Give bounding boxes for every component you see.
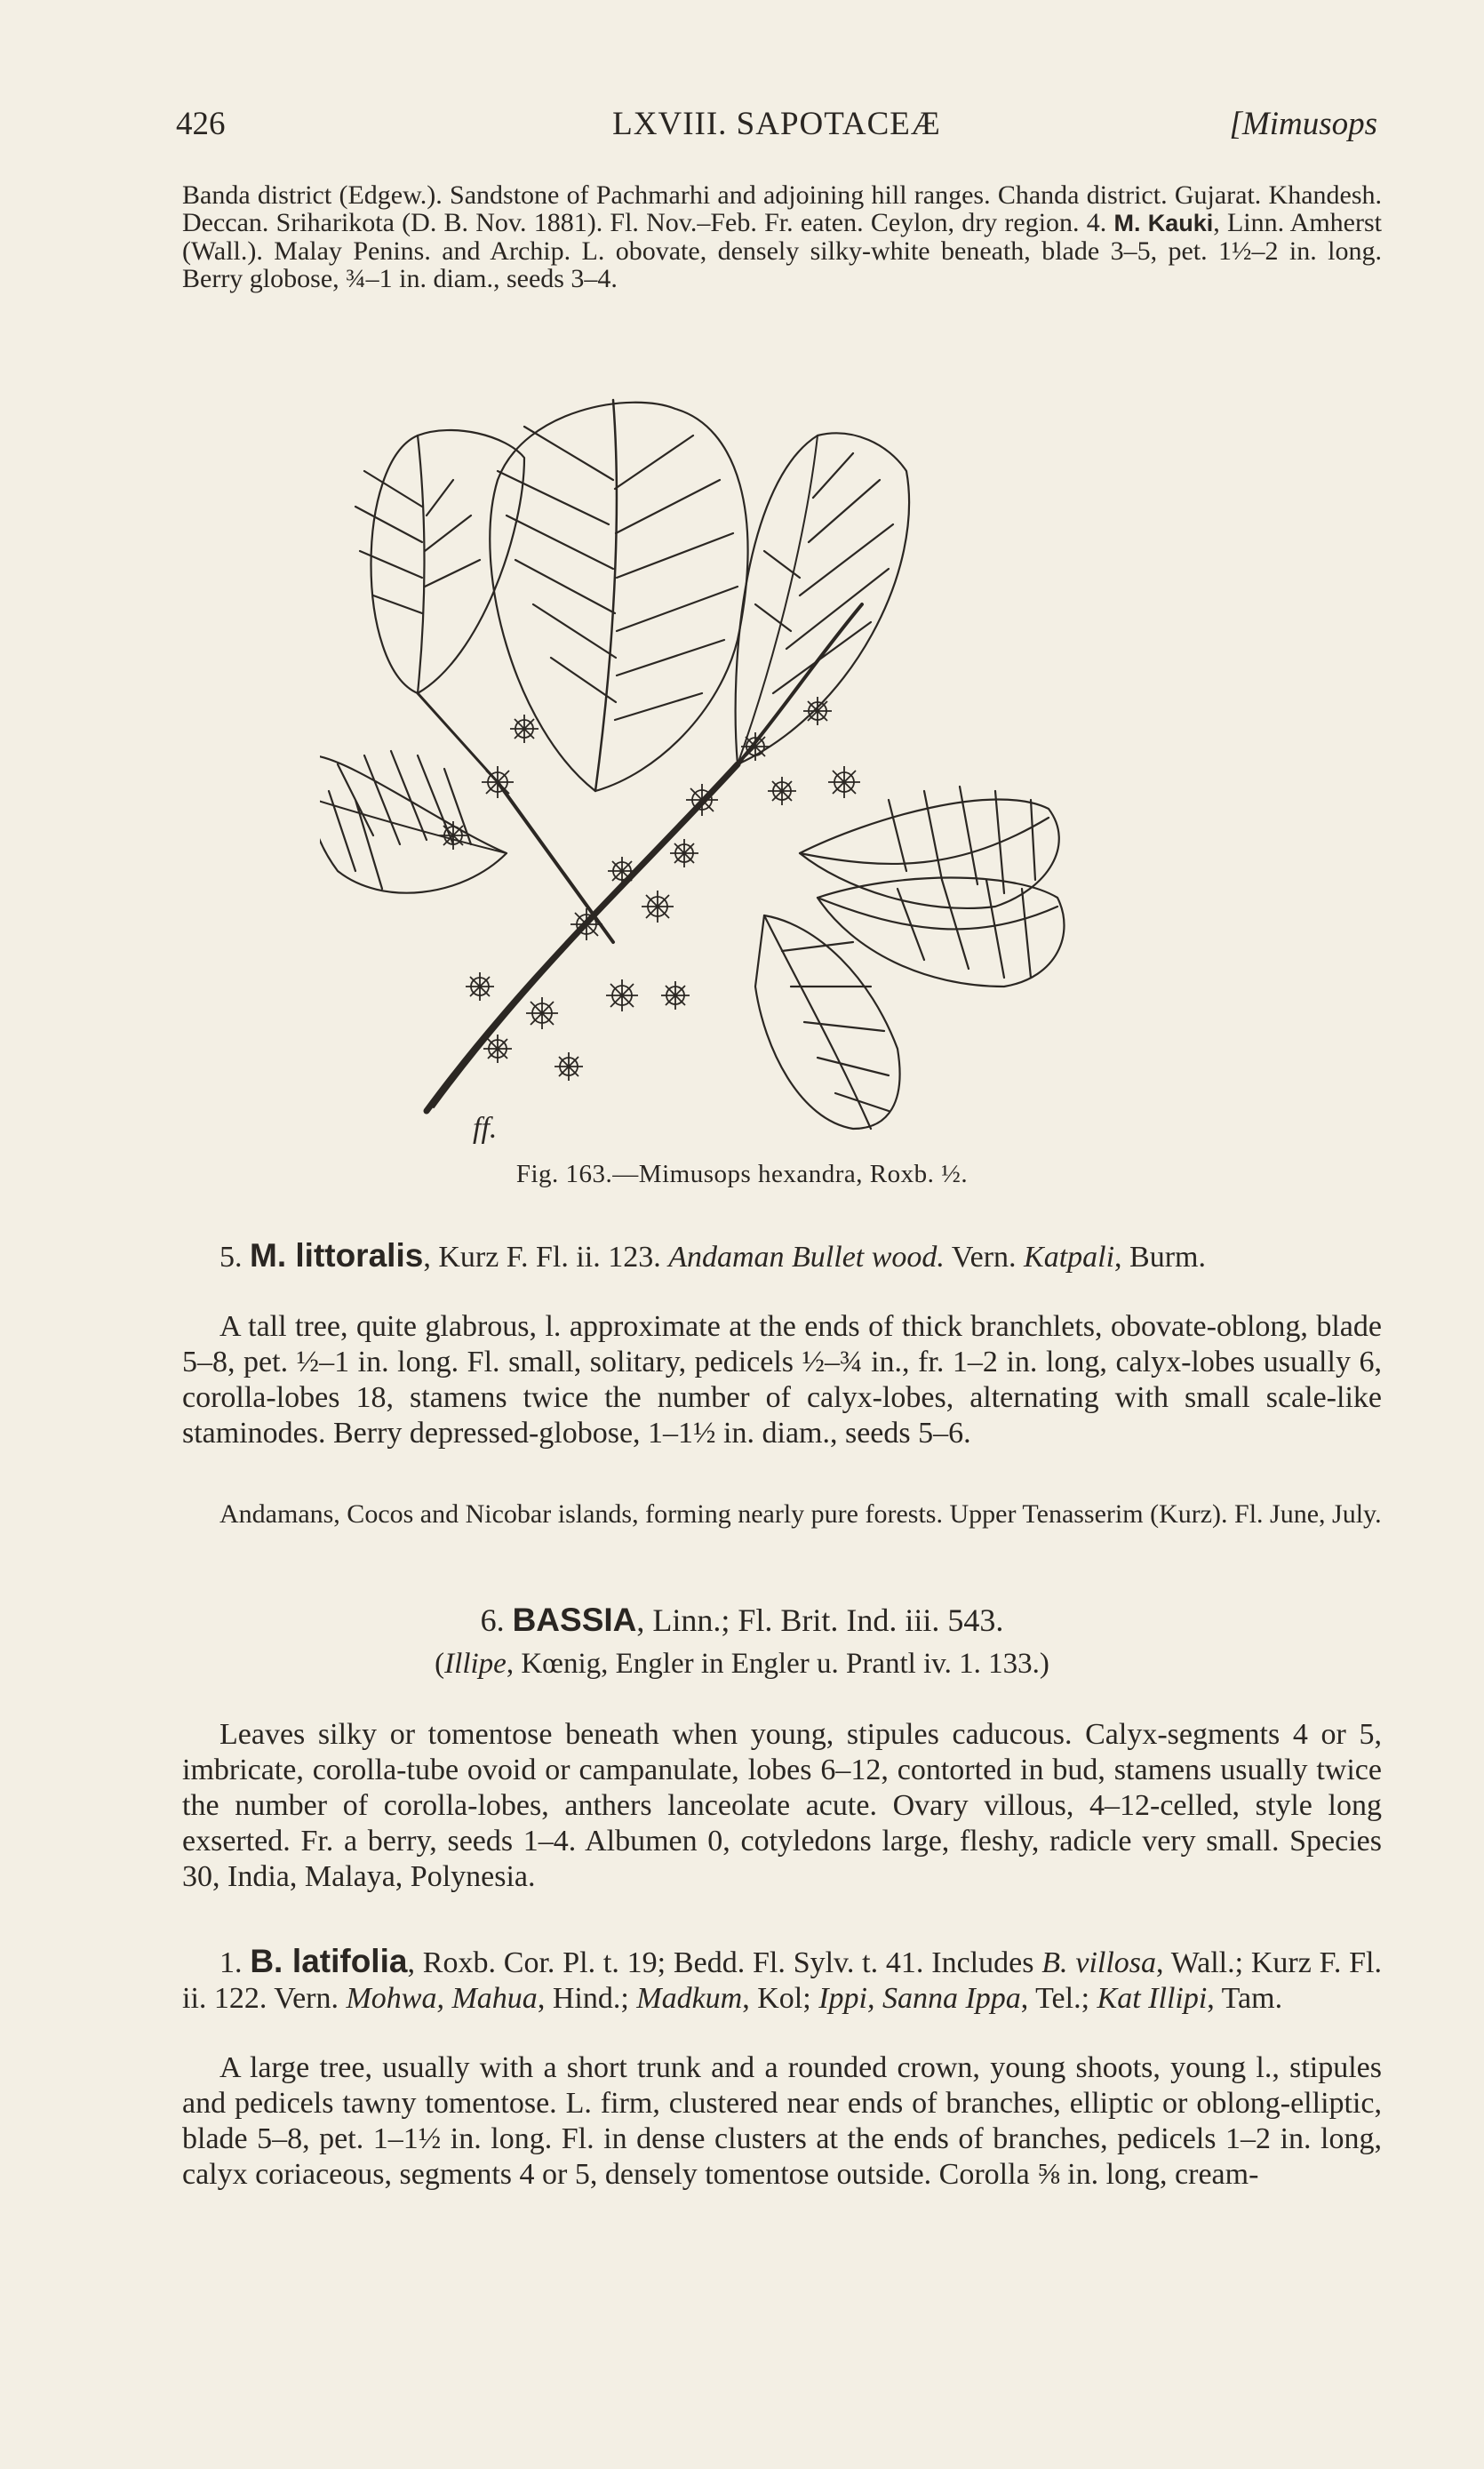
species-b1-vern-4: Kat Illipi [1097, 1982, 1208, 2015]
species-5-block [182, 1238, 1382, 1275]
top-paragraph-text: Banda district (Edgew.). Sandstone of Pachmarhi and adjoining hill ranges. Chanda district. Gujarat. Khandesh. Deccan. Sriharikota (D. B. Nov. 1881). Fl. Nov.–Feb. Fr. eaten. Ceylon, dry region. 4. [182, 180, 1382, 237]
genus-6-syn-name: Illipe [444, 1648, 507, 1680]
species-b1-vern-4-lang: , Tam. [1207, 1982, 1283, 2015]
species-b1-number: 1. [219, 1946, 243, 1979]
genus-6-description: Leaves silky or tomentose beneath when young, stipules caducous. Calyx-segments 4 or 5, imbricate, corolla-tube ovoid or campanulate, lobes 6–12, contorted in bud, stamens usually twice the number of corolla-lobes, anthers lanceolate acute. Ovary villous, 4–12-celled, style long exserted. Fr. a berry, seeds 1–4. Albumen 0, cotyledons large, fleshy, radicle very small. Species 30, India, Malaya, Polynesia. [182, 1718, 1382, 1893]
genus-6-number: 6. [480, 1602, 505, 1638]
species-b1-syn1-ref: , Wall.; Kurz F. Fl. ii. 122. Vern. [182, 1946, 1383, 2015]
species-5-number: 5. [219, 1241, 243, 1274]
species-b1-ref: , Roxb. Cor. Pl. t. 19; Bedd. Fl. Sylv. t. 41. Includes [407, 1946, 1034, 1979]
species-5-vern-name: Katpali [1024, 1241, 1115, 1274]
species-b1-vern-1-lang: , Hind.; [537, 1982, 629, 2015]
leaf-left [320, 755, 507, 893]
species-b1-vern-2-lang: , Kol; [742, 1982, 811, 2015]
species-5-ref: , Kurz F. Fl. ii. 123. [423, 1241, 661, 1274]
species-b1-vern-1: Mohwa, Mahua [346, 1982, 538, 2015]
top-paragraph [182, 181, 1382, 292]
species-5-vern-prefix: Vern. [951, 1241, 1017, 1274]
species-5-description: A tall tree, quite glabrous, l. approximate at the ends of thick branchlets, obovate-oblong, blade 5–8, pet. ½–1 in. long. Fl. small, solitary, pedicels ½–¾ in., fr. 1–2 in. long, calyx-lobes usually 6, corolla-lobes 18, stamens twice the number of calyx-lobes, alternating with small scale-like staminodes. Berry depressed-globose, 1–1½ in. diam., seeds 5–6. [182, 1310, 1382, 1450]
species-5-common-name: Andaman Bullet wood. [668, 1241, 945, 1274]
page-header [176, 105, 1377, 149]
genus-6-syn-open: ( [435, 1648, 445, 1680]
species-b1-syn1: B. villosa [1041, 1946, 1157, 1979]
genus-6-syn-ref: , Kœnig, Engler in Engler u. Prantl iv. 1. 133.) [506, 1648, 1049, 1680]
species-name-kauki: M. Kauki [1113, 210, 1214, 236]
species-b1-name: B. latifolia [250, 1943, 408, 1979]
botanical-illustration [320, 373, 1244, 1147]
running-genus: [Mimusops [1229, 106, 1377, 142]
genus-6-synonym [0, 1648, 1484, 1681]
species-b1-description: A large tree, usually with a short trunk and a rounded crown, young shoots, young l., stipules and pedicels tawny tomentose. L. firm, clustered near ends of branches, elliptic or oblong-elliptic, blade 5–8, pet. 1–1½ in. long. Fl. in dense clusters at the ends of branches, pedicels 1–2 in. long, calyx coriaceous, segments 4 or 5, densely tomentose outside. Corolla ⅝ in. long, cream- [182, 2051, 1382, 2191]
species-5-distribution: Andamans, Cocos and Nicobar islands, forming nearly pure forests. Upper Tenasserim (Kurz). Fl. June, July. [219, 1499, 1382, 1529]
species-5-vern-lang: , Burm. [1114, 1241, 1206, 1274]
species-b1-vern-3: Ippi, Sanna Ippa [818, 1982, 1021, 2015]
species-5-name: M. littoralis [250, 1237, 424, 1274]
species-b1-block [182, 1944, 1382, 2017]
genus-6-heading [0, 1602, 1484, 1639]
species-b1-vern-2: Madkum [636, 1982, 743, 2015]
genus-6-ref: , Linn.; Fl. Brit. Ind. iii. 543. [636, 1602, 1004, 1638]
running-title: LXVIII. SAPOTACEÆ [612, 106, 941, 142]
leaf-right-lower [755, 915, 900, 1129]
illustrator-signature: ff. [473, 1112, 498, 1145]
kauki-text: , Linn. Amherst (Wall.). Malay Penins. and Archip. L. obovate, densely silky-white beneath, blade 3–5, pet. 1½–2 in. long. Berry globose, ¾–1 in. diam., seeds 3–4. [182, 208, 1382, 293]
figure-caption: Fig. 163.—Mimusops hexandra, Roxb. ½. [515, 1160, 969, 1188]
page-number: 426 [176, 106, 226, 142]
species-b1-vern-3-lang: , Tel.; [1020, 1982, 1090, 2015]
genus-6-name: BASSIA [512, 1602, 637, 1638]
